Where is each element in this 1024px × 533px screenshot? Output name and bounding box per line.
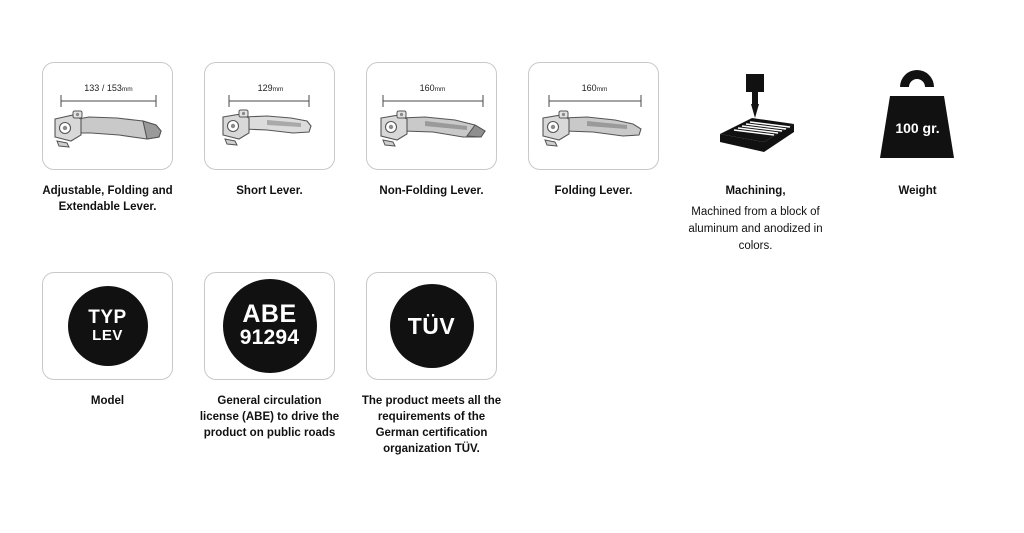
abe-line2: 91294 [239,326,300,350]
spec-item-model [42,272,173,410]
spec-caption: The product meets all the requirements of the German certification organization TÜV. [361,395,502,455]
lever-dimension-unit: mm [434,86,446,93]
spec-caption-title: Machining, [725,185,786,197]
spec-item-non-folding-lever [366,62,497,200]
abe-badge-icon [204,272,335,380]
lever-dimension-unit: mm [272,86,284,93]
typ-lev-badge [68,286,148,366]
spec-caption: Weight [898,185,937,197]
lever-non-folding-icon [366,62,497,170]
lever-dimension-unit: mm [596,86,608,93]
spec-item-abe [199,272,340,442]
spec-caption [683,184,828,256]
weight-value-label: 100 gr. [895,120,940,136]
lever-folding-icon [528,62,659,170]
spec-caption: Model [90,395,125,407]
spec-caption: Folding Lever. [554,185,633,197]
lever-dimension-value: 160 [581,83,597,93]
spec-caption: Non-Folding Lever. [379,185,484,197]
tuv-badge-icon [366,272,497,380]
spec-caption: General circulation license (ABE) to drive the product on public roads [199,395,340,439]
spec-item-adjustable-lever [42,62,173,216]
typ-lev-badge-icon [42,272,173,380]
typ-lev-line1: TYP [88,306,127,328]
lever-short-icon [204,62,335,170]
spec-item-machining [690,62,821,256]
lever-dimension-value: 160 [419,83,435,93]
weight-kettlebell-icon [852,62,983,170]
cnc-machining-icon [690,62,821,170]
tuv-badge [390,284,474,368]
lever-dimension-unit: mm [121,86,133,93]
spec-caption: Adjustable, Folding and Extendable Lever. [42,185,173,213]
spec-row-1 [42,62,983,256]
abe-line1: ABE [242,300,297,329]
abe-badge [223,279,317,373]
lever-dimension-value: 133 / 153 [84,83,122,93]
spec-caption: Short Lever. [236,185,303,197]
spec-item-tuv [361,272,502,457]
spec-row-2 [42,272,502,457]
spec-caption-sub: Machined from a block of aluminum and anodized in colors. [688,205,823,253]
lever-dimension-value: 129 [257,83,273,93]
tuv-line1: TÜV [407,312,456,339]
spec-item-folding-lever [528,62,659,200]
spec-item-weight [852,62,983,200]
spec-item-short-lever [204,62,335,200]
typ-lev-line2: LEV [92,326,123,344]
lever-adjustable-icon [42,62,173,170]
